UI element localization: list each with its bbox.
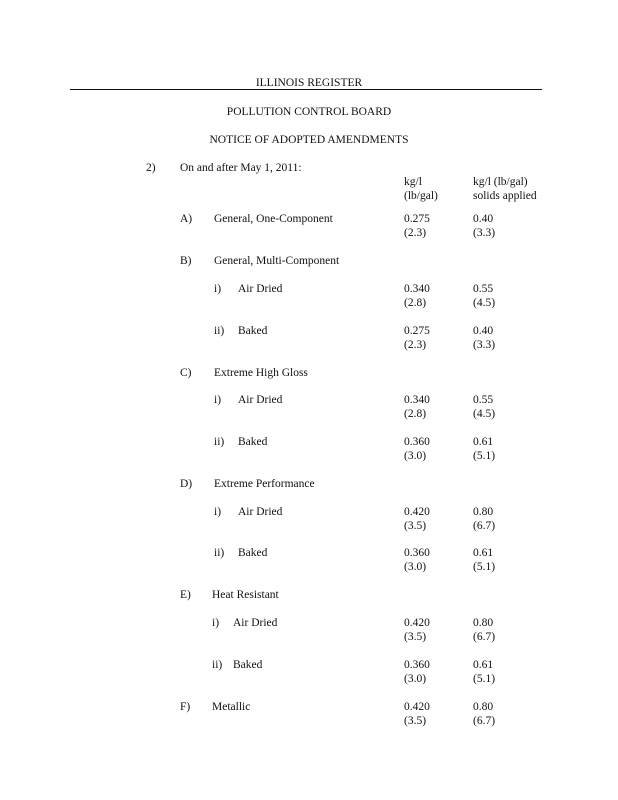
section-intro: On and after May 1, 2011: — [180, 162, 302, 174]
value-kg-per-liter: 0.360 — [404, 659, 430, 671]
value-solids-kg-per-liter: 0.55 — [473, 394, 494, 406]
subitem-text: Air Dried — [238, 283, 283, 295]
value-solids-lb-per-gal: (6.7) — [473, 631, 496, 643]
item-label: A) — [180, 213, 193, 225]
value-lb-per-gal: (3.0) — [404, 673, 427, 685]
subitem-text: Baked — [238, 325, 268, 337]
subitem-label: i) — [214, 394, 222, 406]
column-header-lb-per-gal: (lb/gal) — [404, 190, 438, 202]
value-solids-kg-per-liter: 0.80 — [473, 506, 494, 518]
value-solids-lb-per-gal: (6.7) — [473, 715, 496, 727]
value-solids-kg-per-liter: 0.80 — [473, 701, 494, 713]
value-kg-per-liter: 0.420 — [404, 617, 430, 629]
subitem-label: i) — [212, 617, 220, 629]
value-lb-per-gal: (2.3) — [404, 227, 427, 239]
item-text: General, One-Component — [214, 213, 333, 225]
item-label: E) — [180, 589, 191, 601]
value-solids-kg-per-liter: 0.61 — [473, 659, 494, 671]
value-solids-kg-per-liter: 0.61 — [473, 436, 494, 448]
value-kg-per-liter: 0.275 — [404, 213, 430, 225]
value-kg-per-liter: 0.360 — [404, 436, 430, 448]
register-title: ILLINOIS REGISTER — [255, 77, 363, 89]
value-solids-kg-per-liter: 0.55 — [473, 283, 494, 295]
value-lb-per-gal: (2.3) — [404, 339, 427, 351]
value-solids-kg-per-liter: 0.61 — [473, 547, 494, 559]
value-solids-lb-per-gal: (3.3) — [473, 227, 496, 239]
value-solids-kg-per-liter: 0.40 — [473, 213, 494, 225]
subitem-text: Air Dried — [238, 506, 283, 518]
item-text: Extreme High Gloss — [214, 367, 308, 379]
subitem-label: ii) — [212, 659, 223, 671]
value-solids-kg-per-liter: 0.80 — [473, 617, 494, 629]
subitem-label: i) — [214, 506, 222, 518]
item-text: Heat Resistant — [212, 589, 279, 601]
value-lb-per-gal: (2.8) — [404, 297, 427, 309]
column-header-kg-per-liter-solids: kg/l (lb/gal) — [473, 176, 528, 188]
value-lb-per-gal: (3.0) — [404, 561, 427, 573]
column-header-solids-applied: solids applied — [473, 190, 537, 202]
value-kg-per-liter: 0.420 — [404, 506, 430, 518]
subitem-label: i) — [214, 283, 222, 295]
value-solids-lb-per-gal: (5.1) — [473, 673, 496, 685]
item-text: Metallic — [212, 701, 251, 713]
item-text: General, Multi-Component — [214, 255, 340, 267]
subitem-label: ii) — [214, 436, 225, 448]
notice-title: NOTICE OF ADOPTED AMENDMENTS — [209, 134, 409, 146]
header-rule — [70, 89, 542, 90]
item-label: F) — [180, 701, 191, 713]
item-text: Extreme Performance — [214, 478, 315, 490]
subitem-text: Air Dried — [233, 617, 278, 629]
value-lb-per-gal: (3.0) — [404, 450, 427, 462]
value-solids-lb-per-gal: (5.1) — [473, 450, 496, 462]
item-label: B) — [180, 255, 192, 267]
value-kg-per-liter: 0.420 — [404, 701, 430, 713]
value-lb-per-gal: (3.5) — [404, 520, 427, 532]
subitem-label: ii) — [214, 325, 225, 337]
value-solids-lb-per-gal: (5.1) — [473, 561, 496, 573]
item-label: D) — [180, 478, 193, 490]
board-title: POLLUTION CONTROL BOARD — [226, 106, 392, 118]
value-kg-per-liter: 0.360 — [404, 547, 430, 559]
subitem-text: Baked — [238, 547, 268, 559]
subitem-text: Baked — [238, 436, 268, 448]
subitem-text: Baked — [233, 659, 263, 671]
value-solids-kg-per-liter: 0.40 — [473, 325, 494, 337]
item-label: C) — [180, 367, 192, 379]
value-solids-lb-per-gal: (4.5) — [473, 297, 496, 309]
value-solids-lb-per-gal: (6.7) — [473, 520, 496, 532]
value-solids-lb-per-gal: (3.3) — [473, 339, 496, 351]
value-kg-per-liter: 0.340 — [404, 283, 430, 295]
column-header-kg-per-liter: kg/l — [404, 176, 422, 188]
value-lb-per-gal: (3.5) — [404, 715, 427, 727]
value-lb-per-gal: (2.8) — [404, 408, 427, 420]
subitem-label: ii) — [214, 547, 225, 559]
value-kg-per-liter: 0.340 — [404, 394, 430, 406]
value-kg-per-liter: 0.275 — [404, 325, 430, 337]
value-solids-lb-per-gal: (4.5) — [473, 408, 496, 420]
value-lb-per-gal: (3.5) — [404, 631, 427, 643]
section-number: 2) — [146, 162, 156, 174]
subitem-text: Air Dried — [238, 394, 283, 406]
